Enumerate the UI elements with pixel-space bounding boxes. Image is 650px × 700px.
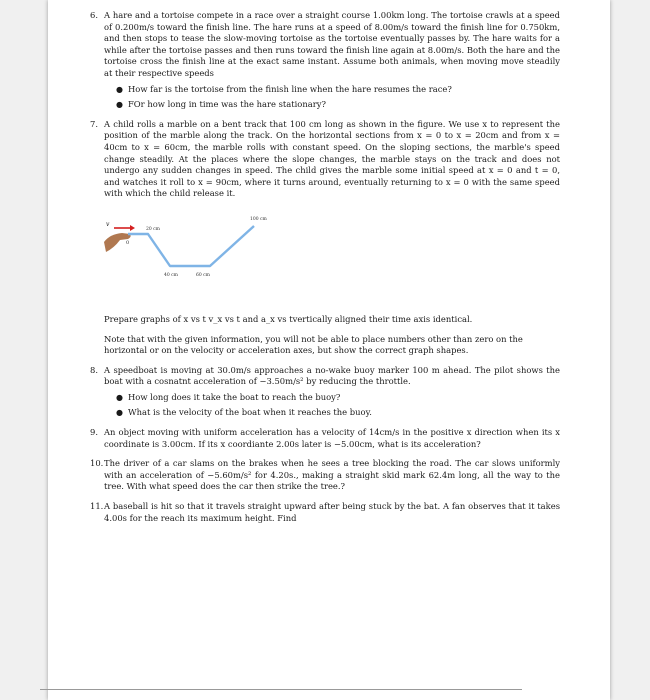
bottom-divider: [40, 689, 522, 690]
velocity-arrowhead: [130, 225, 135, 231]
page-content: [90, 10, 560, 532]
label-0: 0: [126, 239, 130, 246]
question-item: [116, 99, 560, 111]
label-20cm: 20 cm: [146, 226, 160, 232]
track-figure: [104, 208, 560, 304]
bullet-icon: ●: [116, 408, 123, 418]
question-list: [104, 84, 560, 111]
bullet-icon: ●: [116, 84, 123, 94]
problem-number: 6.: [90, 10, 98, 20]
question-text: FOr how long in time was the hare stationary?: [128, 99, 326, 110]
problem-text: A child rolls a marble on a bent track that 100 cm long as shown in the figure. We use x to represent the position of the marble along the track. On the horizontal sections from x = 0 to x = 20cm and from x = 40cm to x = 60cm, the marble rolls with constant speed. On the sloping sections, the marble's speed change steadily. At the places where the slope changes, the marble stays on the track and does not undergo any sudden changes in speed. The child gives the marble some initial speed at x = 0 and t = 0, and watches it roll to x = 90cm, where it turns around, eventually returning to x = 0 with the same speed with which the child release it.: [104, 118, 560, 199]
question-text: What is the velocity of the boat when it reaches the buoy.: [128, 407, 372, 418]
label-60cm: 60 cm: [196, 272, 210, 278]
problem-text: A hare and a tortoise compete in a race over a straight course 1.00km long. The tortoise crawls at a speed of 0.200m/s toward the finish line. The hare runs at a speed of 8.00m/s toward the finish line for 0.750km, and then stops to tease the slow-moving tortoise as the tortoise eventually passes by. The hare waits for a while after the tortoise passes and then runs toward the finish line again at 8.00m/s. Both the hare and the tortoise cross the finish line at the exact same instant. Assume both animals, when moving move steadily at their respective speeds: [104, 10, 560, 78]
question-text: How long does it take the boat to reach the buoy?: [128, 391, 341, 402]
graph-note: Note that with the given information, you will not be able to place numbers other than zero on the horizontal or on the velocity or acceleration axes, but show the correct graph shapes.: [104, 333, 523, 356]
track-diagram: [104, 208, 404, 304]
problem-number: 8.: [90, 364, 98, 375]
label-40cm: 40 cm: [164, 272, 178, 278]
problem-9: [90, 427, 560, 450]
viewer-background-right: [610, 0, 650, 700]
problem-8: [90, 365, 560, 419]
track-line: [128, 226, 254, 266]
question-item: [116, 84, 560, 96]
label-100cm: 100 cm: [250, 216, 267, 222]
question-item: [116, 392, 560, 404]
question-text: How far is the tortoise from the finish line when the hare resumes the race?: [128, 83, 452, 94]
problem-text: A baseball is hit so that it travels straight upward after being stuck by the bat. A fan observes that it takes 4.00s for the reach its maximum height. Find: [104, 501, 560, 523]
problem-text: The driver of a car slams on the brakes when he sees a tree blocking the road. The car slows uniformly with an acceleration of −5.60m/s² for 4.20s., making a straight skid mark 62.4m long, all the way to the tree. With what speed does the car then strike the tree.?: [104, 458, 560, 492]
graph-instruction: Prepare graphs of x vs t v_x vs t and a_x vs tvertically aligned their time axis identical.: [104, 313, 473, 324]
problem-10: [90, 458, 560, 493]
problem-number: 11.: [90, 501, 104, 512]
problem-7: [90, 119, 560, 200]
velocity-label: v: [106, 220, 110, 228]
viewer-background-left: [0, 0, 48, 700]
problem-11: [90, 501, 560, 524]
problem-number: 10.: [90, 458, 104, 469]
problem-6: [90, 10, 560, 111]
bullet-icon: ●: [116, 392, 123, 402]
question-list: [104, 392, 560, 419]
problem-text: An object moving with uniform acceleration has a velocity of 14cm/s in the positive x direction when its x coordinate is 3.00cm. If its x coordiante 2.00s later is −5.00cm, what is its acceleration?: [104, 427, 560, 449]
document-page: [48, 0, 610, 700]
problem-number: 7.: [90, 118, 98, 129]
problem-text: A speedboat is moving at 30.0m/s approaches a no-wake buoy marker 100 m ahead. The pilot shows the boat with a cosnatnt acceleration of −3.50m/s² by reducing the throttle.: [104, 364, 560, 387]
question-item: [116, 407, 560, 419]
problem-number: 9.: [90, 427, 98, 438]
bullet-icon: ●: [116, 100, 123, 110]
